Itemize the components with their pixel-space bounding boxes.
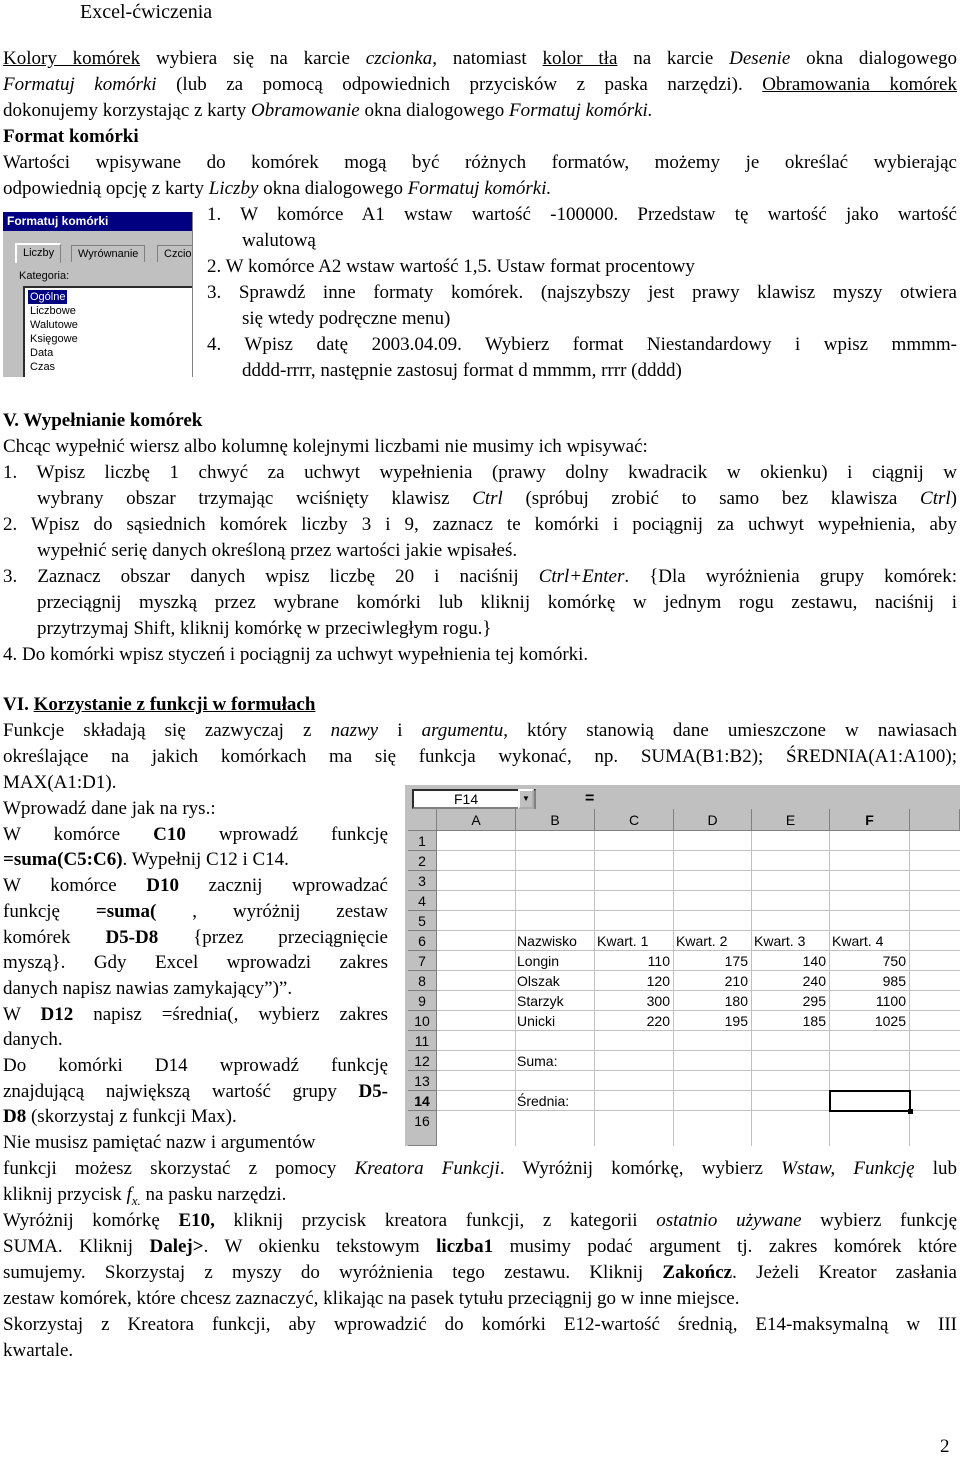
row-header[interactable]: 3: [408, 871, 437, 891]
excel-spreadsheet-screenshot: [405, 785, 960, 1146]
cell-value[interactable]: 240: [802, 973, 826, 989]
text-fragment: C10: [153, 823, 186, 845]
text-fragment: lub: [914, 1158, 958, 1179]
grid-line: [515, 831, 516, 1146]
section5-item2: 2. Wpisz do sąsiednich komórek liczby 3 i 9, zaznacz te komórki i pociągnij za uchwyt wypełnienia, aby: [3, 514, 957, 535]
step-3: 3. Sprawdź inne formaty komórek. (najszybszy jest prawy klawisz myszy otwiera: [207, 282, 957, 303]
text-fragment: Ctrl: [472, 488, 503, 509]
cell-grid[interactable]: [437, 831, 960, 1146]
text-fragment: . Jeżeli Kreator zasłania: [732, 1262, 957, 1283]
row-header[interactable]: 9: [408, 991, 437, 1011]
text-fragment: kliknij przycisk kreatora funkcji, z kategorii: [214, 1210, 657, 1231]
column-header[interactable]: C: [595, 809, 674, 831]
text-fragment: wybrany obszar trzymając wciśnięty klawisz: [37, 488, 473, 509]
text-fragment: danych.: [3, 1029, 63, 1051]
document-header: Excel-ćwiczenia: [80, 1, 213, 23]
category-label: Kategoria:: [19, 270, 70, 282]
text-fragment: nazwy: [330, 720, 379, 741]
cell-header[interactable]: Kwart. 2: [676, 933, 728, 949]
text-fragment: f: [126, 1184, 132, 1205]
text-fragment: Nie musisz pamiętać nazw i argumentów: [3, 1132, 316, 1154]
category-item[interactable]: Data: [30, 347, 54, 359]
name-box[interactable]: F14: [412, 789, 536, 809]
section5-item3: [3, 564, 957, 590]
cell-value[interactable]: 180: [724, 993, 748, 1009]
text-fragment: na karcie: [617, 48, 730, 69]
step-1-cont: walutową: [242, 230, 316, 251]
cell-header[interactable]: Kwart. 4: [832, 933, 884, 949]
row-header[interactable]: 11: [408, 1031, 437, 1051]
text-fragment: okna dialogowego: [790, 48, 958, 69]
row-header[interactable]: 16: [408, 1111, 437, 1146]
cell-header[interactable]: Nazwisko: [517, 933, 577, 949]
cell-value[interactable]: 140: [802, 953, 826, 969]
section6-p3a: [3, 1208, 957, 1234]
text-fragment: Obramowanie: [250, 100, 360, 121]
intro-line-1: [3, 46, 957, 72]
text-fragment: ostatnio używane: [656, 1210, 802, 1231]
cell-header[interactable]: Kwart. 3: [754, 933, 806, 949]
text-fragment: Dalej>: [149, 1236, 204, 1257]
format-cells-dialog-screenshot: [3, 212, 193, 377]
cell-value[interactable]: 220: [646, 1013, 670, 1029]
page-number: 2: [940, 1436, 950, 1457]
text-fragment: funkcję: [3, 900, 96, 922]
row-header[interactable]: 12: [408, 1051, 437, 1071]
text-fragment: musimy podać argument tj. zakres komórek które: [493, 1236, 957, 1257]
text-fragment: dokonujemy korzystając z karty: [3, 100, 251, 121]
row-header[interactable]: 8: [408, 971, 437, 991]
left-line: [3, 925, 388, 951]
section5-item2-cont: wypełnić serię danych określoną przez wartości jakie wpisałeś.: [37, 540, 518, 561]
left-line: [3, 1053, 388, 1079]
text-fragment: . Wyróżnij komórkę, wybierz: [499, 1158, 782, 1179]
category-item[interactable]: Liczbowe: [30, 305, 76, 317]
text-fragment: , wyróżnij zestaw: [156, 900, 388, 922]
text-fragment: zacznij wprowadzać: [179, 875, 388, 897]
text-fragment: kolor tła: [542, 48, 618, 69]
cell-value[interactable]: 1100: [875, 993, 906, 1009]
text-fragment: liczba1: [436, 1236, 494, 1257]
text-fragment: kliknij przycisk: [3, 1184, 127, 1205]
text-fragment: argumentu: [421, 720, 504, 741]
text-fragment: (lub za pomocą odpowiednich przycisków z paska narzędzi).: [156, 74, 763, 95]
category-item[interactable]: Księgowe: [30, 333, 78, 345]
column-header[interactable]: A: [437, 809, 516, 831]
selected-cell-f14[interactable]: [829, 1090, 911, 1112]
left-line: [3, 822, 388, 848]
text-fragment: {przez przeciągnięcie: [158, 926, 388, 948]
text-fragment: Wprowadź dane jak na rys.:: [3, 798, 216, 819]
cell-value[interactable]: 210: [724, 973, 748, 989]
grid-line: [437, 1070, 960, 1071]
text-fragment: . {Dla wyróżnienia grupy komórek:: [624, 566, 957, 587]
section5-item3-cont: przeciągnij myszką przez wybrane komórki lub kliknij komórkę w jednym rogu zestawu, naciśnij i: [37, 592, 957, 613]
left-line: [3, 1079, 388, 1105]
cell-value[interactable]: 985: [882, 973, 906, 989]
text-fragment: SUMA. Kliknij: [3, 1236, 150, 1257]
text-fragment: Funkcje składają się zazwyczaj z: [3, 720, 331, 741]
format-line-2: [3, 176, 957, 202]
text-fragment: na pasku narzędzi.: [140, 1184, 287, 1205]
text-fragment: okna dialogowego: [258, 178, 408, 199]
text-fragment: ): [950, 488, 957, 509]
left-line: [3, 899, 388, 925]
text-fragment: Kolory komórek: [3, 48, 141, 69]
tab-font[interactable]: Czcio: [157, 245, 193, 262]
left-line: [3, 976, 388, 1002]
section6-p3b: [3, 1234, 957, 1260]
intro-line-3: [3, 98, 957, 124]
text-fragment: komórek: [3, 926, 106, 948]
left-line: [3, 847, 388, 873]
cell-srednia-label[interactable]: Średnia:: [517, 1093, 570, 1109]
category-item[interactable]: Czas: [30, 361, 56, 373]
row-header[interactable]: 10: [408, 1011, 437, 1031]
section5-item4: 4. Do komórki wpisz styczeń i pociągnij za uchwyt wypełnienia tej komórki.: [3, 644, 589, 665]
grid-line: [437, 870, 960, 871]
row-header[interactable]: 2: [408, 851, 437, 871]
text-fragment: znajdującą największą wartość grupy: [3, 1080, 359, 1102]
tab-alignment[interactable]: Wyrównanie: [71, 245, 145, 262]
text-fragment: W komórce: [3, 823, 154, 845]
category-item[interactable]: Walutowe: [30, 319, 78, 331]
text-fragment: i: [378, 720, 422, 741]
cell-header[interactable]: Kwart. 1: [597, 933, 649, 949]
chevron-down-icon[interactable]: ▼: [518, 789, 534, 809]
section6-p1c: MAX(A1:D1).: [3, 772, 117, 793]
section5-item3-cont2: przytrzymaj Shift, kliknij komórkę w przeciwległym rogu.}: [37, 618, 492, 639]
text-fragment: odpowiednią opcję z karty: [3, 178, 209, 199]
text-fragment: Kreatora Funkcji: [354, 1158, 500, 1179]
cell-value[interactable]: 110: [647, 953, 670, 969]
left-line: [3, 1002, 388, 1028]
step-4-cont: dddd-rrrr, następnie zastosuj format d mmmm, rrrr (dddd): [242, 360, 682, 381]
text-fragment: D5-D8: [105, 926, 159, 948]
category-list[interactable]: [23, 286, 193, 377]
text-fragment: =suma(: [95, 900, 157, 922]
category-item[interactable]: Ogólne: [30, 291, 66, 303]
text-fragment: . W okienku tekstowym: [203, 1236, 437, 1257]
text-fragment: D10: [146, 875, 179, 897]
formula-bar[interactable]: [605, 789, 960, 809]
left-line: [3, 1130, 388, 1156]
step-1: 1. W komórce A1 wstaw wartość -100000. Przedstaw tę wartość jako wartość: [207, 204, 957, 225]
step-2: 2. W komórce A2 wstaw wartość 1,5. Ustaw format procentowy: [207, 256, 695, 277]
text-fragment: Liczby: [208, 178, 259, 199]
text-fragment: E10,: [178, 1210, 215, 1231]
cell-value[interactable]: 750: [882, 953, 906, 969]
cell-value[interactable]: 175: [724, 953, 748, 969]
section5-item1: 1. Wpisz liczbę 1 chwyć za uchwyt wypełnienia (prawy dolny kwadracik w okienku) i ciągnij w: [3, 462, 957, 483]
text-fragment: Formatuj komórki.: [407, 178, 552, 199]
text-fragment: wybierz funkcję: [801, 1210, 957, 1231]
text-fragment: Zakończ: [662, 1262, 733, 1283]
section6-p3c: [3, 1260, 957, 1286]
text-fragment: Obramowania komórek: [762, 74, 957, 95]
cell-value[interactable]: 195: [724, 1013, 748, 1029]
cell-suma-label[interactable]: Suma:: [517, 1053, 558, 1069]
text-fragment: Desenie: [729, 48, 791, 69]
section5-item1-cont: [37, 486, 957, 512]
text-fragment: czcionka,: [365, 48, 438, 69]
section6-p4b: kwartale.: [3, 1340, 74, 1361]
step-4: 4. Wpisz datę 2003.04.09. Wybierz format Niestandardowy i wpisz mmmm-: [207, 334, 957, 355]
cell-value[interactable]: 120: [646, 973, 670, 989]
column-header[interactable]: F: [830, 809, 910, 831]
row-header[interactable]: 13: [408, 1071, 437, 1091]
row-header[interactable]: 4: [408, 891, 437, 911]
text-fragment: =suma(C5:C6): [3, 849, 123, 871]
row-header[interactable]: 1: [408, 831, 437, 851]
row-header[interactable]: 7: [408, 951, 437, 971]
section6-p4a: Skorzystaj z Kreatora funkcji, aby wprowadzić do komórki E12-wartość średnią, E14-maksymalną w III: [3, 1314, 957, 1335]
text-fragment: W: [3, 1003, 41, 1025]
grid-line: [437, 910, 960, 911]
section6-left-column: [3, 796, 388, 1156]
section6-p2a: [3, 1156, 957, 1182]
text-fragment: D8: [3, 1106, 27, 1128]
select-all-corner[interactable]: [408, 809, 437, 831]
column-header[interactable]: D: [674, 809, 752, 831]
row-header[interactable]: 14: [408, 1091, 437, 1111]
text-fragment: Wstaw, Funkcję: [781, 1158, 915, 1179]
format-steps: [207, 202, 957, 384]
dialog-title: Formatuj komórki: [3, 212, 192, 231]
left-line: [3, 1027, 388, 1053]
intro-line-2: [3, 72, 957, 98]
text-fragment: , który stanowią dane umieszczone w nawiasach: [503, 720, 958, 741]
text-fragment: Ctrl: [920, 488, 951, 509]
grid-line: [437, 1050, 960, 1051]
cell-value[interactable]: 185: [802, 1013, 826, 1029]
text-fragment: wprowadź funkcję: [185, 823, 388, 845]
text-fragment: (spróbuj zrobić to samo bez klawisza: [502, 488, 921, 509]
cell-name[interactable]: Olszak: [517, 973, 560, 989]
text-fragment: wybiera się na karcie: [140, 48, 366, 69]
text-fragment: myszą}. Gdy Excel wprowadzi zakres: [3, 952, 388, 974]
grid-line: [437, 850, 960, 851]
cell-name[interactable]: Unicki: [517, 1013, 556, 1029]
text-fragment: sumujemy. Skorzystaj z myszy do wyróżnienia tego zestawu. Kliknij: [3, 1262, 663, 1283]
text-fragment: Do komórki D14 wprowadź funkcję: [3, 1055, 388, 1077]
text-fragment: Ctrl+Enter: [538, 566, 625, 587]
text-fragment: danych napisz nawias zamykający”)”.: [3, 977, 293, 999]
section6-heading: [3, 692, 957, 718]
row-header[interactable]: 5: [408, 911, 437, 931]
text-fragment: Formatuj komórki.: [509, 100, 653, 121]
text-fragment: . Wypełnij C12 i C14.: [122, 849, 289, 871]
text-fragment: VI.: [3, 694, 29, 715]
section6-p3d: zestaw komórek, które chcesz zaznaczyć, klikając na pasek tytułu przeciągnij go w inne miejsce.: [3, 1288, 740, 1309]
fill-handle[interactable]: [908, 1109, 913, 1114]
text-fragment: napisz =średnia(, wybierz zakres: [73, 1003, 388, 1025]
section5-heading: V. Wypełnianie komórek: [3, 410, 203, 431]
text-fragment: Korzystanie z funkcji w formułach: [33, 694, 316, 715]
left-line: [3, 873, 388, 899]
column-header-empty[interactable]: [910, 809, 960, 831]
grid-line: [437, 890, 960, 891]
text-fragment: natomiast: [437, 48, 543, 69]
step-3-cont: się wtedy podręczne menu): [242, 308, 451, 329]
text-fragment: Formatuj komórki: [3, 74, 157, 95]
cell-value[interactable]: 295: [802, 993, 826, 1009]
text-fragment: 3. Zaznacz obszar danych wpisz liczbę 20 i naciśnij: [3, 566, 539, 587]
text-fragment: (skorzystaj z funkcji Max).: [26, 1106, 237, 1128]
cell-value[interactable]: 300: [646, 993, 670, 1009]
cell-name[interactable]: Starzyk: [517, 993, 564, 1009]
section6-p1a: [3, 718, 957, 744]
formula-equals: =: [585, 790, 595, 807]
left-line: [3, 950, 388, 976]
section5-intro: Chcąc wypełnić wiersz albo kolumnę kolejnymi liczbami nie musimy ich wpisywać:: [3, 436, 648, 457]
text-fragment: x.: [131, 1192, 141, 1208]
format-heading: Format komórki: [3, 126, 139, 147]
column-header[interactable]: E: [752, 809, 830, 831]
left-line: [3, 1104, 388, 1130]
cell-name[interactable]: Longin: [517, 953, 560, 969]
text-fragment: W komórce: [3, 875, 147, 897]
tab-numbers[interactable]: Liczby: [15, 243, 61, 263]
text-fragment: Wyróżnij komórkę: [3, 1210, 179, 1231]
format-line-1: Wartości wpisywane do komórek mogą być różnych formatów, możemy je określać wybierając: [3, 152, 957, 173]
text-fragment: D5-: [358, 1080, 388, 1102]
text-fragment: funkcji możesz skorzystać z pomocy: [3, 1158, 355, 1179]
text-fragment: D12: [40, 1003, 74, 1025]
row-header[interactable]: 6: [408, 931, 437, 951]
column-header[interactable]: B: [516, 809, 595, 831]
text-fragment: okna dialogowego: [359, 100, 510, 121]
cell-value[interactable]: 1025: [874, 1013, 906, 1029]
section6-p1b: określające na jakich komórkach ma się funkcja wykonać, np. SUMA(B1:B2); ŚREDNIA(A1:A100);: [3, 746, 957, 767]
left-line: [3, 796, 388, 822]
